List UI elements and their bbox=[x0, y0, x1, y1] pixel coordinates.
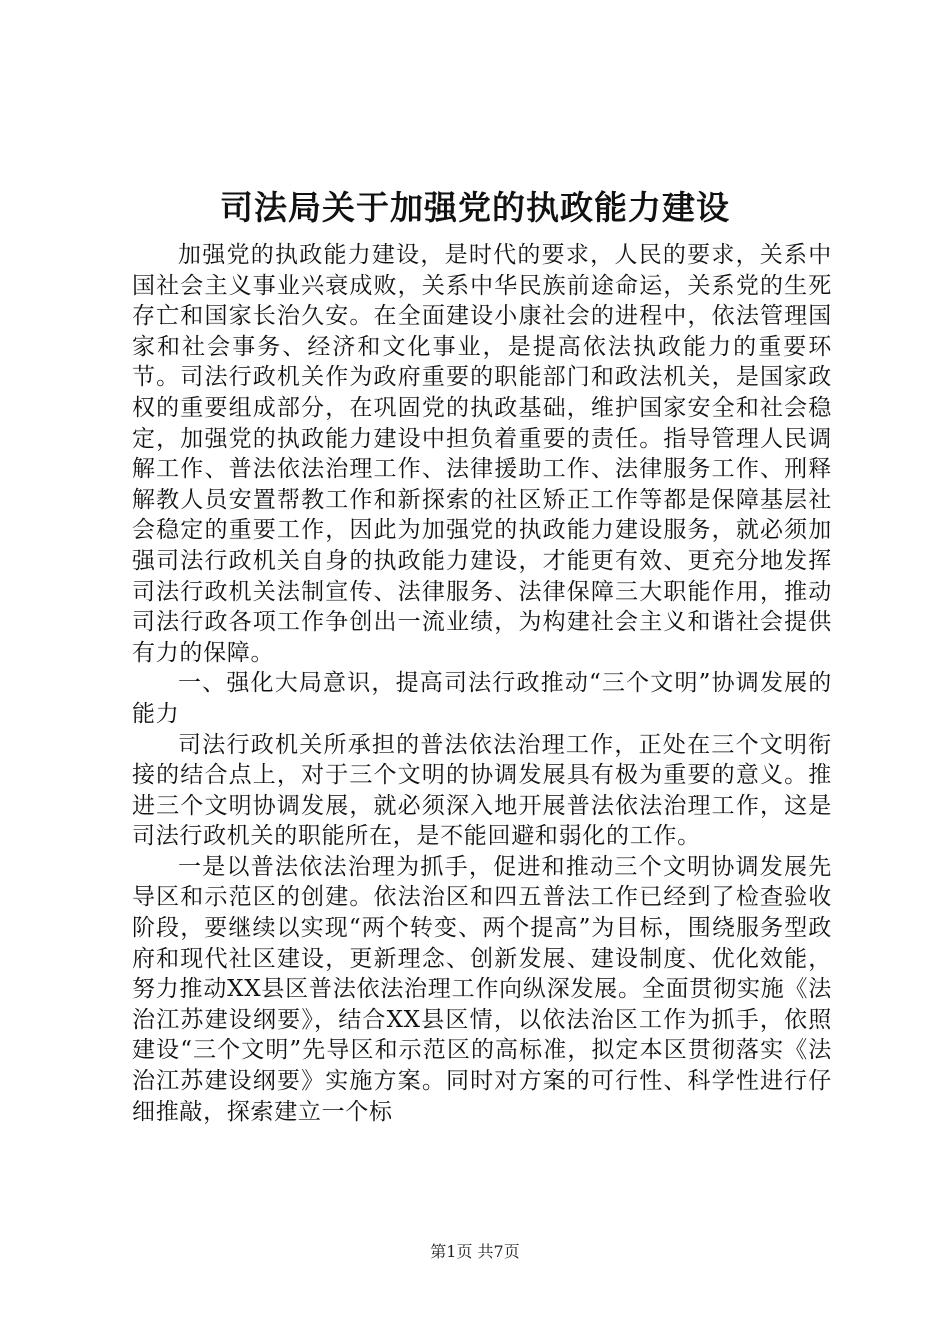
paragraph: 司法行政机关所承担的普法依法治理工作，正处在三个文明衔接的结合点上，对于三个文明的协调发展具有极为重要的意义。推进三个文明协调发展，就必须深入地开展普法依法治理工作，这是司法行政机关的职能所在，是不能回避和弱化的工作。 bbox=[132, 731, 832, 850]
document-title: 司法局关于加强党的执政能力建设 bbox=[220, 188, 730, 227]
paragraph: 一是以普法依法治理为抓手，促进和推动三个文明协调发展先导区和示范区的创建。依法治区和四五普法工作已经到了检查验收阶段，要继续以实现“两个转变、两个提高”为目标，围绕服务型政府和现代社区建设，更新理念、创新发展、建设制度、优化效能，努力推动XX县区普法依法治理工作向纵深发展。全面贯彻实施《法治江苏建设纲要》，结合XX县区情，以依法治区工作为抓手，依照建设“三个文明”先导区和示范区的高标准，拟定本区贯彻落实《法治江苏建设纲要》实施方案。同时对方案的可行性、科学性进行仔细推敲，探索建立一个标 bbox=[132, 853, 832, 1125]
document-body bbox=[132, 240, 832, 1127]
paragraph: 加强党的执政能力建设，是时代的要求，人民的要求，关系中国社会主义事业兴衰成败，关系中华民族前途命运，关系党的生死存亡和国家长治久安。在全面建设小康社会的进程中，依法管理国家和社会事务、经济和文化事业，是提高依法执政能力的重要环节。司法行政机关作为政府重要的职能部门和政法机关，是国家政权的重要组成部分，在巩固党的执政基础，维护国家安全和社会稳定，加强党的执政能力建设中担负着重要的责任。指导管理人民调解工作、普法依法治理工作、法律援助工作、法律服务工作、刑释解教人员安置帮教工作和新探索的社区矫正工作等都是保障基层社会稳定的重要工作，因此为加强党的执政能力建设服务，就必须加强司法行政机关自身的执政能力建设，才能更有效、更充分地发挥司法行政机关法制宣传、法律服务、法律保障三大职能作用，推动司法行政各项工作争创出一流业绩，为构建社会主义和谐社会提供有力的保障。 bbox=[132, 242, 832, 666]
section-heading: 一、强化大局意识，提高司法行政推动“三个文明”协调发展的能力 bbox=[132, 670, 832, 727]
page-number-footer: 第1页 共7页 bbox=[430, 1242, 520, 1261]
